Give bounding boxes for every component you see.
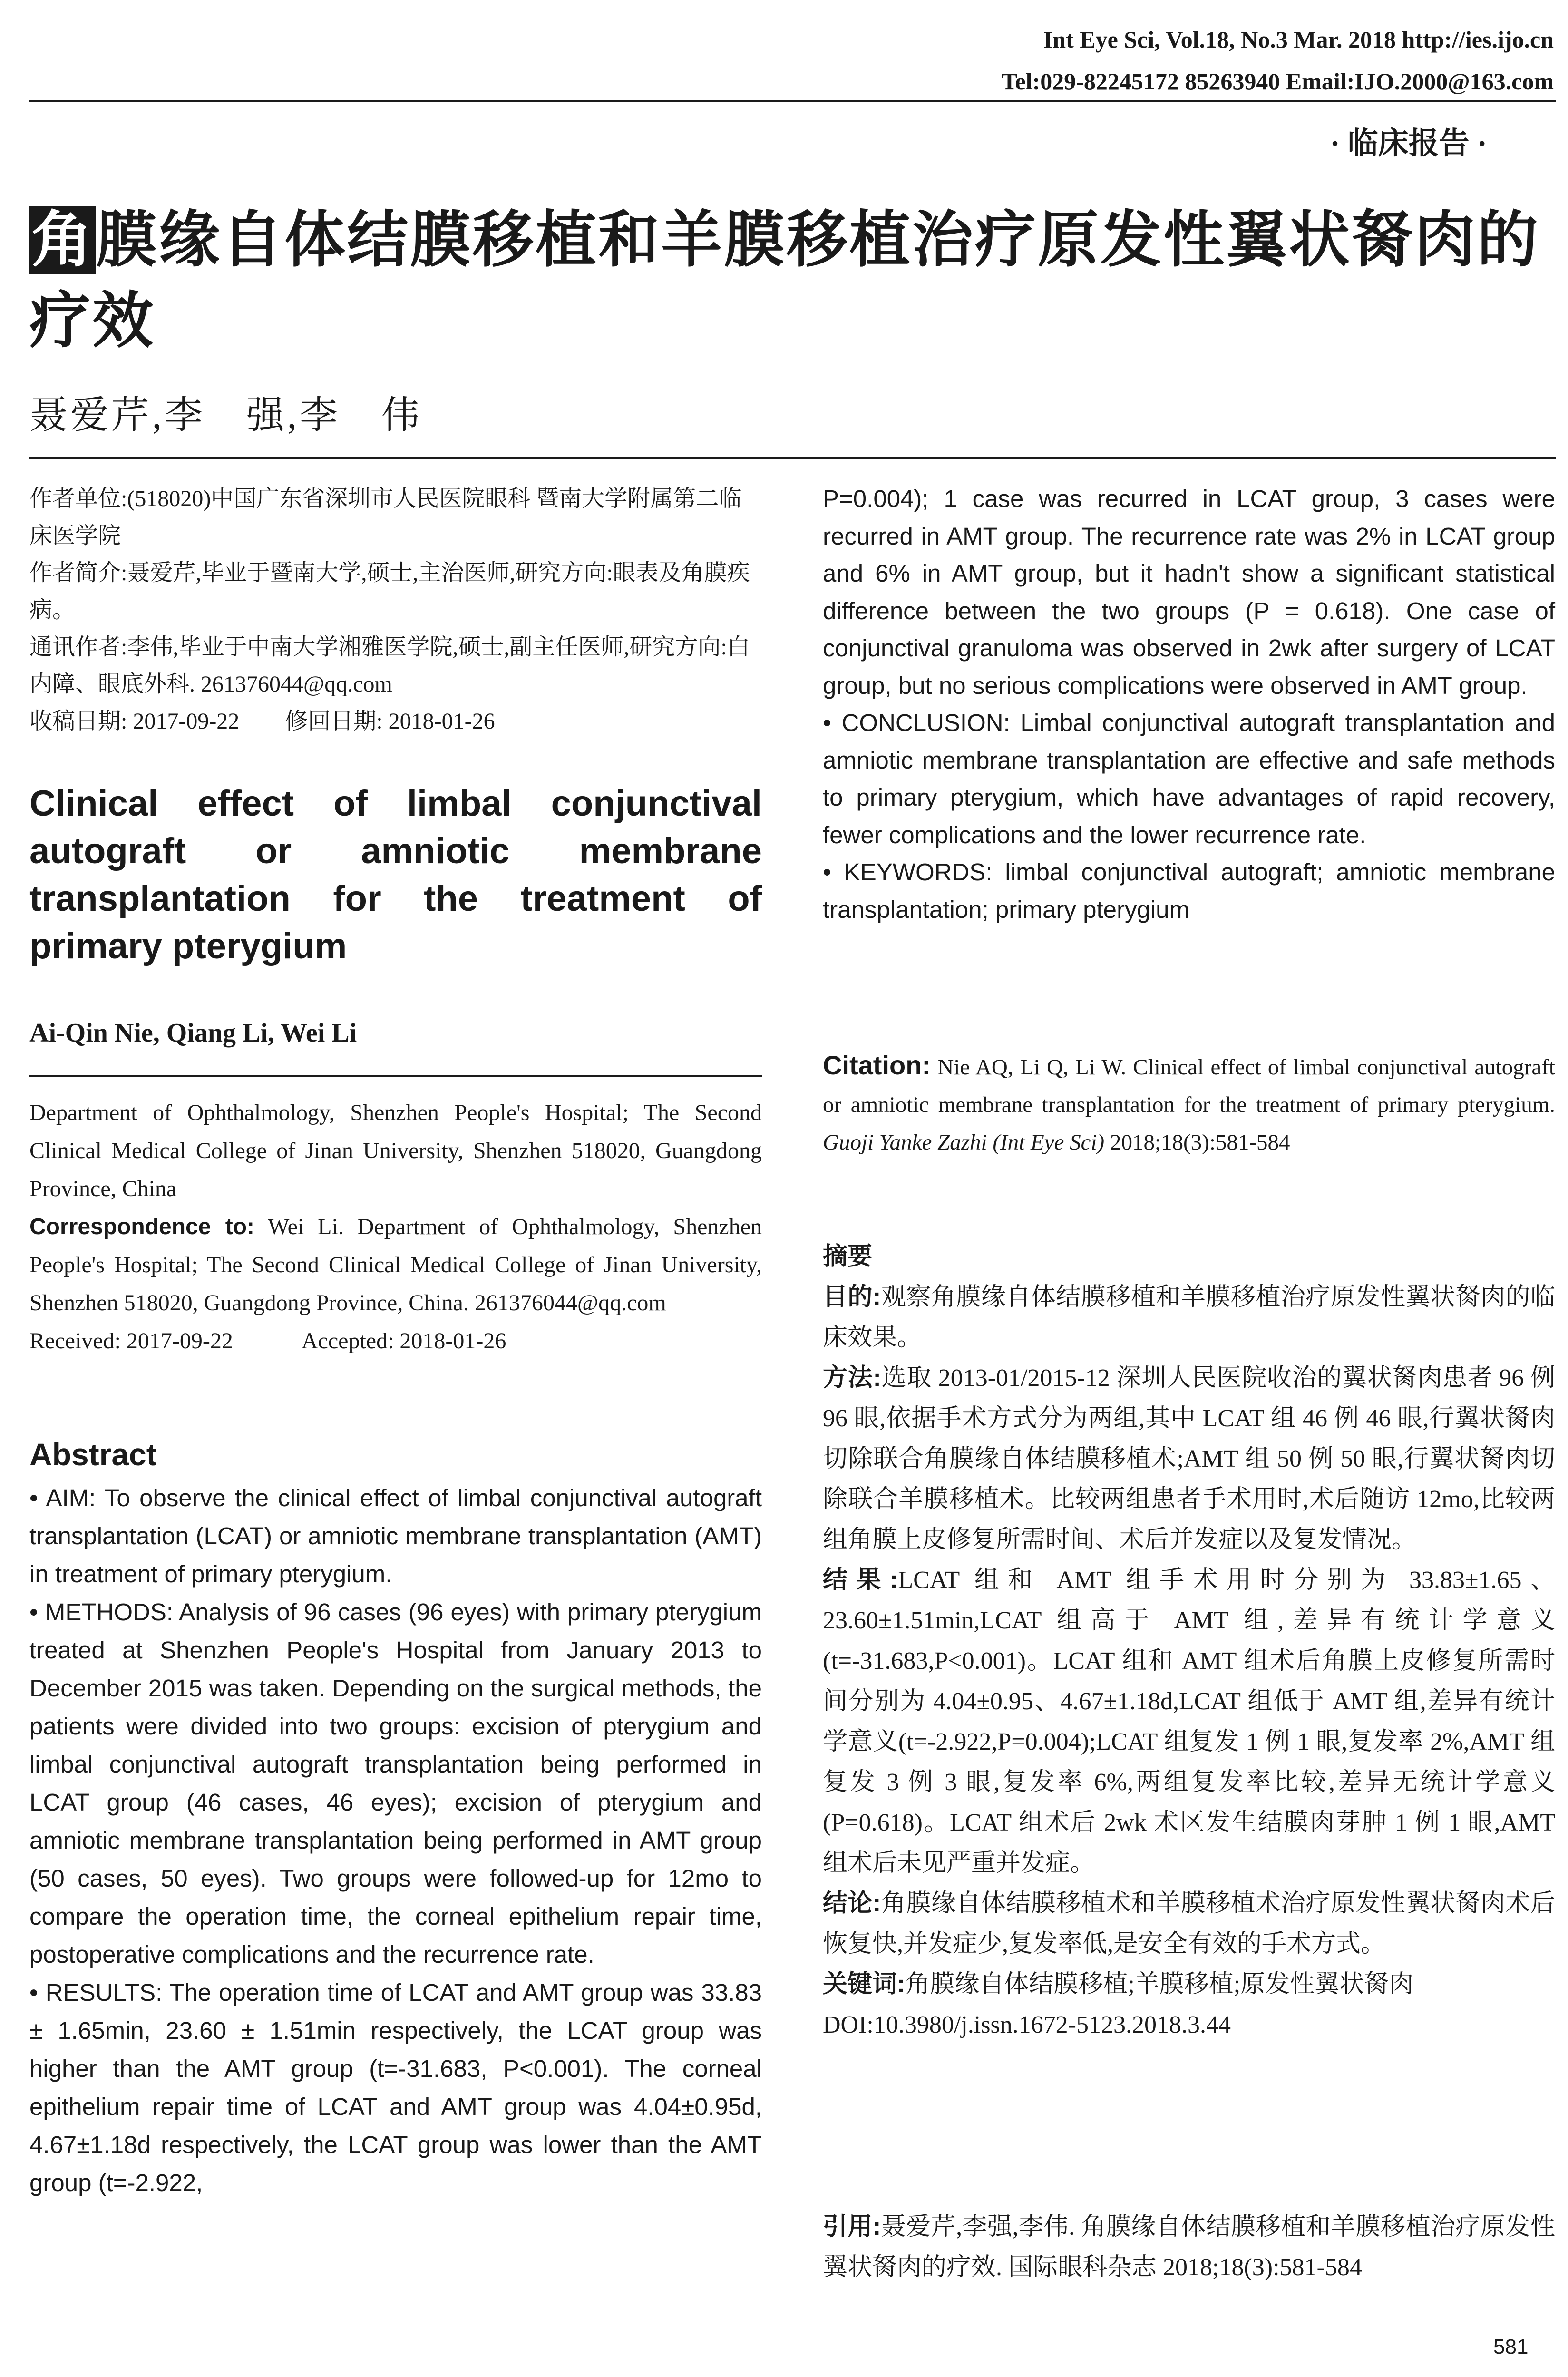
- department-en: [29, 1094, 762, 1360]
- methods-cn: 选取 2013-01/2015-12 深圳人民医院收治的翼状胬肉患者 96 例 96 眼,依据手术方式分为两组,其中 LCAT 组 46 例 46 眼,行翼状胬肉切除联合角膜缘自体结膜移植术;AMT 组 50 例 50 眼,行翼状胬肉切除联合羊膜移植术。比较两组患者手术用时,术后随访 12mo,比较两组角膜上皮修复所需时间、术后并发症以及复发情况。: [823, 1364, 1555, 1553]
- abstract-conclusion: • CONCLUSION: Limbal conjunctival autograft transplantation and amniotic membrane transplantation are effective and safe methods to primary pterygium, which have advantages of rapid recovery, fewer complications and the lower recurrence rate.: [823, 709, 1555, 848]
- results-cn: LCAT 组和 AMT 组手术用时分别为 33.83±1.65、23.60±1.51min,LCAT 组高于 AMT 组,差异有统计学意义(t=-31.683,P<0.001)。LCAT 组和 AMT 组术后角膜上皮修复所需时间分别为 4.04±0.95、4.67±1.18d,LCAT 组低于 AMT 组,差异有统计学意义(t=-2.922,P=0.004);LCAT 组复发 1 例 1 眼,复发率 2%,AMT 组复发 3 例 3 眼,复发率 6%,两组复发率比较,差异无统计学意义(P=0.618)。LCAT 组术后 2wk 术区发生结膜肉芽肿 1 例 1 眼,AMT 组术后未见严重并发症。: [823, 1567, 1555, 1877]
- journal-header-line2: Tel:029-82245172 85263940 Email:IJO.2000@163.com: [1001, 68, 1554, 95]
- journal-header-line1: Int Eye Sci, Vol.18, No.3 Mar. 2018 http://ies.ijo.cn: [1043, 26, 1554, 53]
- affiliation-unit: 作者单位:(518020)中国广东省深圳市人民医院眼科 暨南大学附属第二临床医学院: [29, 486, 742, 548]
- abstract-results: • RESULTS: The operation time of LCAT and AMT group was 33.83 ± 1.65min, 23.60 ± 1.51min respectively, the LCAT group was higher than the AMT group (t=-31.683, P<0.001). The corneal epithelium repair time of LCAT and AMT group was 4.04±0.95d, 4.67±1.18d respectively, the LCAT group was lower than the AMT group (t=-2.922,: [29, 1979, 762, 2196]
- abstract-keywords: • KEYWORDS: limbal conjunctival autograft; amniotic membrane transplantation; primary pterygium: [823, 858, 1555, 923]
- abstract-cn: [823, 1237, 1555, 2045]
- conclusion-cn-label: 结论:: [823, 1890, 881, 1917]
- results-cn-label: 结果:: [823, 1566, 898, 1594]
- abstract-cn-heading: 摘要: [823, 1243, 873, 1270]
- citation-journal: Guoji Yanke Zazhi (Int Eye Sci): [823, 1130, 1105, 1155]
- abstract-methods: • METHODS: Analysis of 96 cases (96 eyes) with primary pterygium treated at Shenzhen People's Hospital from January 2013 to December 2015 was taken. Depending on the surgical methods, the patients were divided into two groups: excision of pterygium and limbal conjunctival autograft transplantation being performed in LCAT group (46 cases, 46 eyes); excision of pterygium and amniotic membrane transplantation being performed in AMT group (50 cases, 50 eyes). Two groups were followed-up for 12mo to compare the operation time, the corneal epithelium repair time, postoperative complications and the recurrence rate.: [29, 1598, 762, 1968]
- correspondence-label: Correspondence to:: [29, 1214, 255, 1239]
- citation-text: Nie AQ, Li Q, Li W. Clinical effect of limbal conjunctival autograft or amniotic membrane transplantation for the treatment of primary pterygium.: [823, 1055, 1555, 1117]
- abstract-heading: Abstract: [29, 1437, 157, 1472]
- citation-cn-label: 引用:: [823, 2213, 881, 2241]
- methods-cn-label: 方法:: [823, 1364, 881, 1392]
- keywords-cn-label: 关键词:: [823, 1970, 906, 1998]
- keywords-cn: 角膜缘自体结膜移植;羊膜移植;原发性翼状胬肉: [905, 1971, 1414, 1998]
- conclusion-cn: 角膜缘自体结膜移植术和羊膜移植术治疗原发性翼状胬肉术后恢复快,并发症少,复发率低,是安全有效的手术方式。: [823, 1890, 1555, 1958]
- title-rule: [29, 457, 1556, 459]
- authors-cn: 聂爱芹,李 强,李 伟: [29, 395, 422, 437]
- citation-tail: 2018;18(3):581-584: [1104, 1130, 1290, 1155]
- department-text: Department of Ophthalmology, Shenzhen People's Hospital; The Second Clinical Medical College of Jinan University, Shenzhen 518020, Guangdong Province, China: [29, 1100, 762, 1201]
- authors-rule: [29, 1075, 762, 1077]
- doi: DOI:10.3980/j.issn.1672-5123.2018.3.44: [823, 2011, 1231, 2038]
- authors-en: Ai-Qin Nie, Qiang Li, Wei Li: [29, 1018, 357, 1048]
- title-first-char: 角: [29, 206, 96, 274]
- citation-cn: [823, 2207, 1555, 2288]
- affiliation-cn: [29, 480, 762, 740]
- paper-title-cn: [29, 200, 1556, 361]
- citation-cn-text: 聂爱芹,李强,李伟. 角膜缘自体结膜移植和羊膜移植治疗原发性翼状胬肉的疗效. 国际眼科杂志 2018;18(3):581-584: [823, 2213, 1555, 2281]
- section-tag: · 临床报告 ·: [1330, 127, 1487, 160]
- paper-title-en: Clinical effect of limbal conjunctival autograft or amniotic membrane transplantation for the treatment of primary pterygium: [29, 783, 762, 966]
- abstract-results-cont: P=0.004); 1 case was recurred in LCAT group, 3 cases were recurred in AMT group. The recurrence rate was 2% in LCAT group and 6% in AMT group, but it hadn't show a significant statistical difference between the two groups (P = 0.618). One case of conjunctival granuloma was observed in 2wk after surgery of LCAT group, but no serious complications were observed in AMT group.: [823, 485, 1555, 699]
- correspondence-text: Wei Li. Department of Ophthalmology, Shenzhen People's Hospital; The Second Clinical Medical College of Jinan University, Shenzhen 518020, Guangdong Province, China. 261376044@qq.com: [29, 1214, 762, 1315]
- citation-en: [823, 1046, 1555, 1161]
- abstract-en-body: [29, 1479, 762, 2202]
- corresponding-author-cn: 通讯作者:李伟,毕业于中南大学湘雅医学院,硕士,副主任医师,研究方向:白内障、眼底外科. 261376044@qq.com: [29, 634, 750, 697]
- title-rest: 膜缘自体结膜移植和羊膜移植治疗原发性翼状胬肉的疗效: [29, 206, 1540, 355]
- aim-cn-label: 目的:: [823, 1283, 881, 1311]
- author-bio: 作者简介:聂爱芹,毕业于暨南大学,硕士,主治医师,研究方向:眼表及角膜疾病。: [29, 560, 750, 623]
- correspondence-en: [29, 1208, 762, 1322]
- abstract-aim: • AIM: To observe the clinical effect of limbal conjunctival autograft transplantation (LCAT) or amniotic membrane transplantation (AMT) in treatment of primary pterygium.: [29, 1484, 762, 1588]
- aim-cn: 观察角膜缘自体结膜移植和羊膜移植治疗原发性翼状胬肉的临床效果。: [823, 1284, 1555, 1351]
- dates-en: Received: 2017-09-22 Accepted: 2018-01-26: [29, 1328, 506, 1354]
- header-rule: [29, 100, 1556, 102]
- citation-label: Citation:: [823, 1050, 931, 1080]
- dates-cn: 收稿日期: 2017-09-22 修回日期: 2018-01-26: [29, 709, 495, 734]
- page-number: 581: [1493, 2335, 1529, 2358]
- abstract-en-continued: [823, 480, 1555, 928]
